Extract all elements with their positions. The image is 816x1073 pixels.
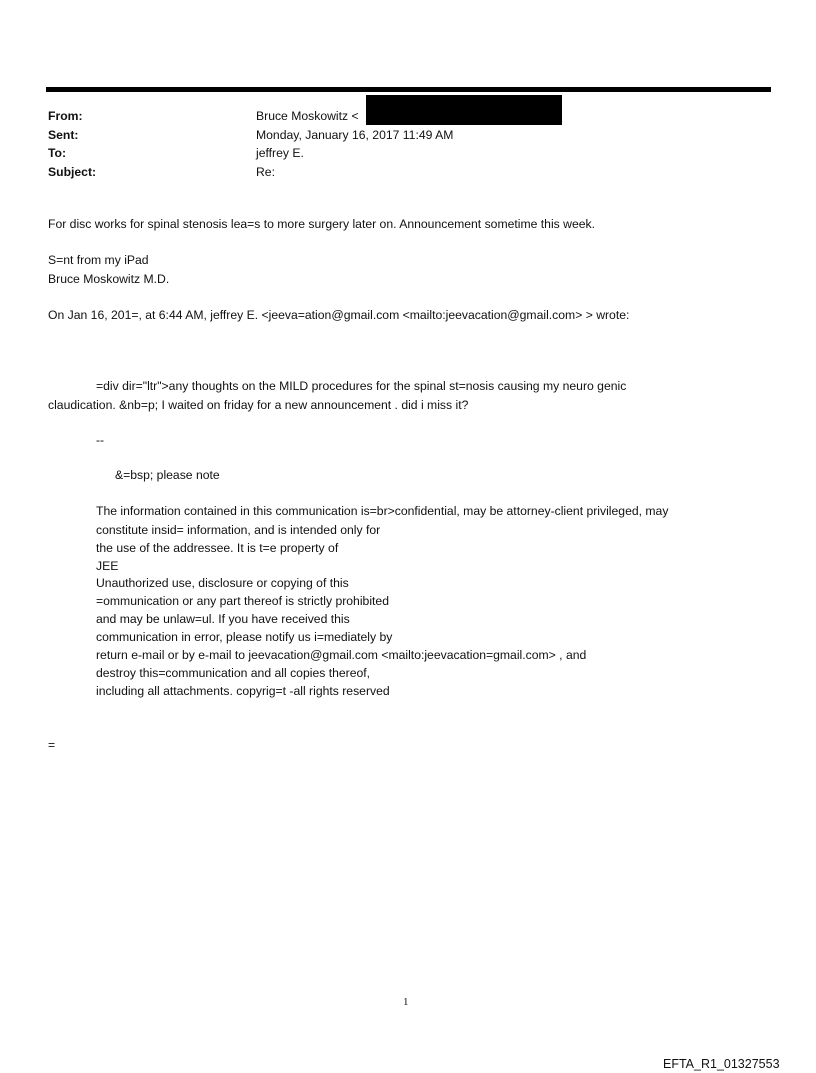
from-label: From: <box>48 109 83 123</box>
trailing-equals: = <box>48 738 56 752</box>
redaction-box <box>366 95 562 125</box>
disclaimer-line: JEE <box>96 559 119 573</box>
disclaimer-line: and may be unlaw=ul. If you have received this <box>96 612 350 626</box>
subject-label: Subject: <box>48 164 97 179</box>
signature-line: Bruce Moskowitz M.D. <box>48 272 170 286</box>
disclaimer-line: communication in error, please notify us i=mediately by <box>96 630 393 644</box>
disclaimer-line: including all attachments. copyrig=t -all rights reserved <box>96 684 390 698</box>
top-rule <box>46 87 771 92</box>
to-label: To: <box>48 146 67 161</box>
disclaimer-line: destroy this=communication and all copies thereof, <box>96 666 371 680</box>
disclaimer-line: return e-mail or by e-mail to jeevacation@gmail.com <mailto:jeevacation=gmail.com> , and <box>96 648 587 662</box>
quoted-line-2: claudication. &nb=p; I waited on friday for a new announcement . did i miss it? <box>48 398 469 412</box>
to-value: jeffrey E. <box>256 146 304 161</box>
sent-from-line: S=nt from my iPad <box>48 253 149 267</box>
disclaimer-line: the use of the addressee. It is t=e property of <box>96 541 339 555</box>
sent-value: Monday, January 16, 2017 11:49 AM <box>256 127 454 142</box>
disclaimer-line: constitute insid= information, and is intended only for <box>96 523 381 537</box>
quote-intro-line: On Jan 16, 201=, at 6:44 AM, jeffrey E. <jeeva=ation@gmail.com <mailto:jeevacation@gmail.com> > wrote: <box>48 308 630 322</box>
disclaimer-line: The information contained in this communication is=br>confidential, may be attorney-client privileged, may <box>96 504 669 518</box>
from-value: Bruce Moskowitz < <box>256 109 359 123</box>
please-note-line: &=bsp; please note <box>115 468 220 482</box>
quoted-line-1: =div dir="ltr">any thoughts on the MILD procedures for the spinal st=nosis causing my neuro genic <box>96 379 627 393</box>
disclaimer-line: =ommunication or any part thereof is strictly prohibited <box>96 594 389 608</box>
page-number: 1 <box>403 996 409 1008</box>
reply-line: For disc works for spinal stenosis lea=s to more surgery later on. Announcement sometime this week. <box>48 217 595 231</box>
dashes-line: -- <box>96 433 105 447</box>
sent-label: Sent: <box>48 127 79 142</box>
subject-value: Re: <box>256 164 275 179</box>
disclaimer-line: Unauthorized use, disclosure or copying of this <box>96 576 349 590</box>
document-id: EFTA_R1_01327553 <box>663 1057 780 1071</box>
